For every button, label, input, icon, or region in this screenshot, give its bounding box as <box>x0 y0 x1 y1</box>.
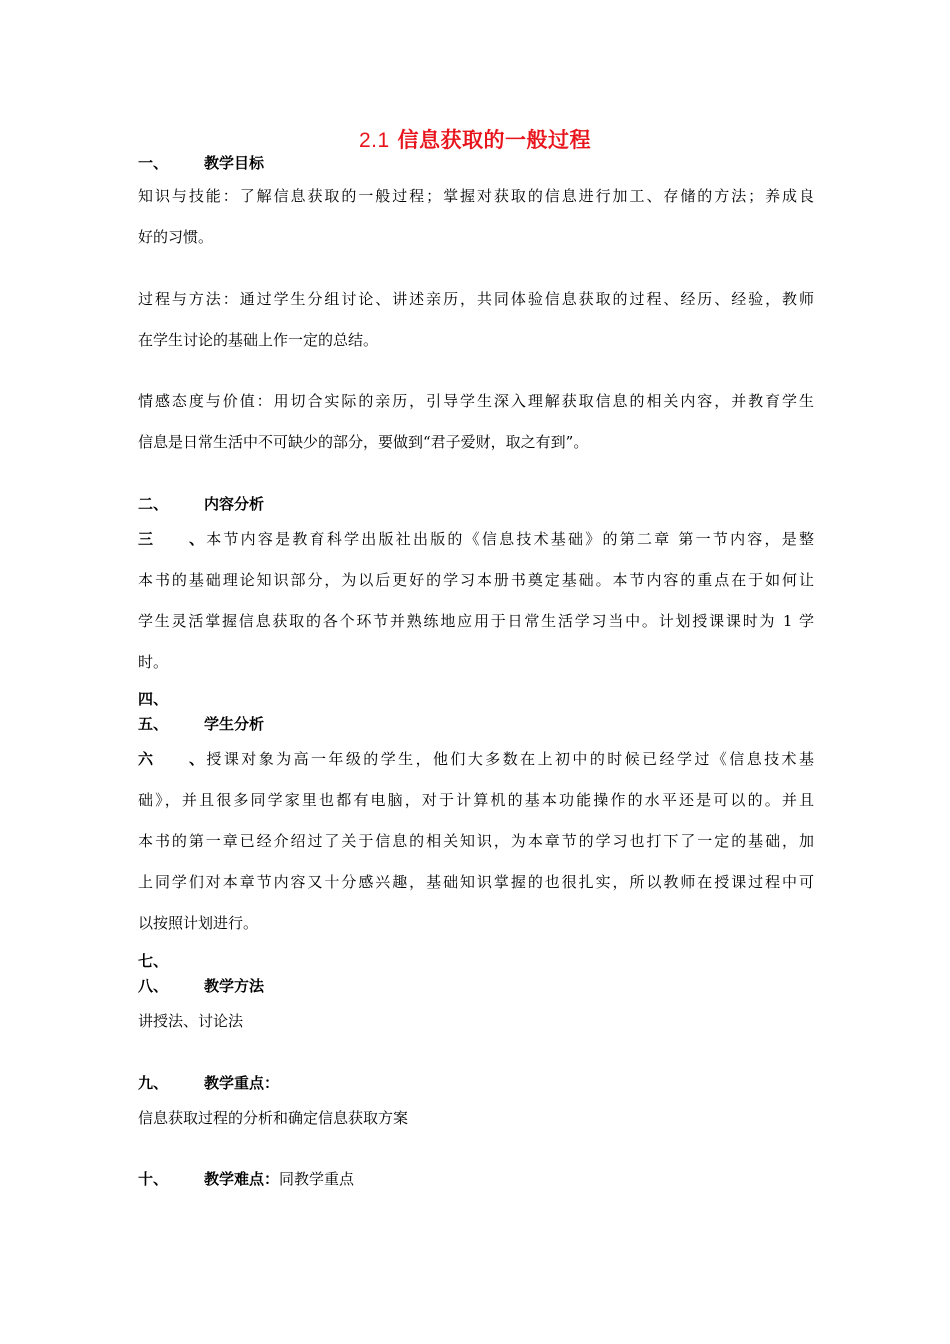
goal-knowledge: 知识与技能：了解信息获取的一般过程；掌握对获取的信息进行加工、存储的方法；养成良 好的习惯。 <box>138 187 814 246</box>
title-number: 2.1 <box>358 129 390 152</box>
section-heading-8: 八、 教学方法 <box>138 977 265 995</box>
document-title <box>0 124 950 154</box>
goal-emotion: 情感态度与价值：用切合实际的亲历，引导学生深入理解获取信息的相关内容，并教育学生 信息是日常生活中不可缺少的部分，要做到“君子爱财，取之有到”。 <box>138 392 814 451</box>
section-heading-4: 四、 <box>138 690 169 708</box>
content-analysis-paragraph: 三、本节内容是教育科学出版社出版的《信息技术基础》的第二章 第一节内容，是整 本书的基础理论知识部分，为以后更好的学习本册书奠定基础。本节内容的重点在于如何让 学生灵活掌握信息获取的各个环节并熟练地应用于日常生活学习当中。计划授课课时为 1 学 时。 <box>138 530 814 671</box>
title-text: 信息获取的一般过程 <box>397 127 591 152</box>
section-heading-5: 五、 学生分析 <box>138 715 265 733</box>
section-heading-9: 九、 教学重点： <box>138 1074 280 1092</box>
section-heading-7: 七、 <box>138 952 169 970</box>
section-heading-2: 二、 内容分析 <box>138 495 265 513</box>
student-analysis-paragraph: 六、授课对象为高一年级的学生，他们大多数在上初中的时候已经学过《信息技术基 础》，并且很多同学家里也都有电脑，对于计算机的基本功能操作的水平还是可以的。并且 本书的第一章已经介绍过了关于信息的相关知识，为本章节的学习也打下了一定的基础，加 上同学们对本章节内容又十分感兴趣，基础知识掌握的也很扎实，所以教师在授课过程中可 以按照计划进行。 <box>138 750 814 932</box>
teaching-method-text: 讲授法、讨论法 <box>138 1012 244 1030</box>
section-heading-10: 十、 教学难点：同教学重点 <box>138 1170 355 1188</box>
key-point-text: 信息获取过程的分析和确定信息获取方案 <box>138 1109 409 1127</box>
goal-process: 过程与方法：通过学生分组讨论、讲述亲历，共同体验信息获取的过程、经历、经验，教师 在学生讨论的基础上作一定的总结。 <box>138 290 814 349</box>
difficult-point-text: 同教学重点 <box>279 1170 355 1188</box>
section-heading-1: 一、 教学目标 <box>138 154 265 172</box>
